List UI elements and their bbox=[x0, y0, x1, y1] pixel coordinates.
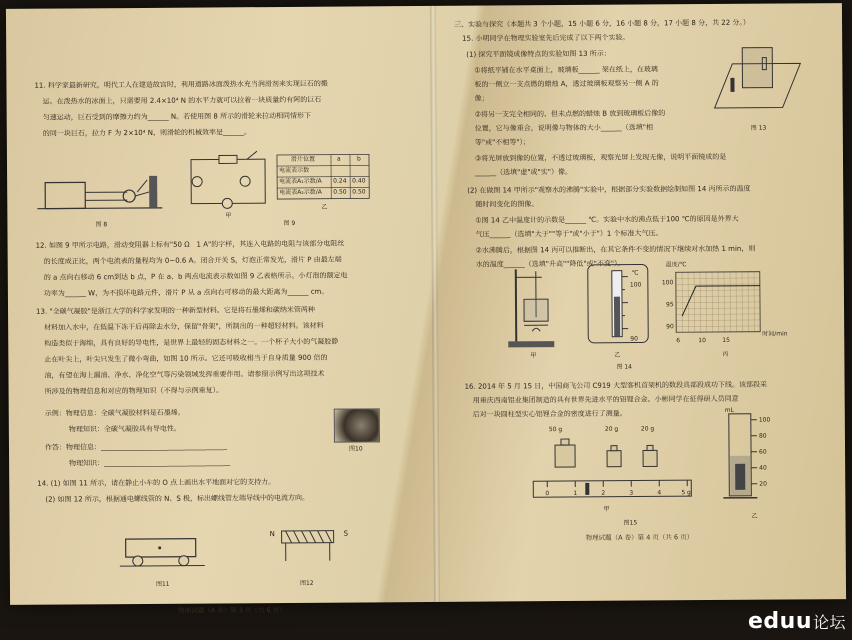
figure-13-mirror bbox=[712, 43, 802, 114]
fig9-sub-a: 甲 bbox=[225, 212, 232, 220]
figure-15a-weights bbox=[547, 434, 677, 475]
graph-ytick-2: 90 bbox=[666, 323, 674, 331]
figure-14a-apparatus bbox=[506, 265, 557, 349]
table9-row1-a: 0.24 bbox=[333, 177, 347, 185]
q15-p2-0: (2) 在做图 14 甲所示"观察水的沸腾"实验中，根据部分实验数据绘制如图 14 丙所示的温度 bbox=[467, 184, 751, 195]
table9-head-0: 滑片位置 bbox=[290, 155, 316, 163]
figure-15a-ruler bbox=[533, 480, 693, 499]
fig12-n-label: N bbox=[269, 530, 275, 539]
cyl-tick-0: 100 bbox=[758, 416, 771, 424]
q15-p1-5: 位置，它与像重合，说明像与物体的大小______（选填"相 bbox=[474, 123, 654, 133]
cyl-tick-3: 40 bbox=[759, 464, 767, 472]
q13-example2: 物理知识：全碳气凝胶具有导电性。 bbox=[68, 424, 181, 434]
table9-row1-label: 电流表A₁示数/A bbox=[279, 177, 322, 186]
table9-row2-b: 0.50 bbox=[352, 188, 366, 196]
q11-line3: 匀速运动，巨石受到的摩擦力约为______ N。若使用图 8 所示的滑轮来拉动相同情形下 bbox=[42, 111, 312, 122]
figure-14b-thermometer bbox=[586, 262, 651, 344]
fig14-sub-c: 丙 bbox=[722, 350, 729, 358]
fig15-sub-a: 甲 bbox=[603, 505, 610, 513]
q13-answer1: 作答：物理信息：____________________________________ bbox=[44, 442, 228, 452]
table9-row2-a: 0.50 bbox=[333, 188, 347, 196]
q13-example1: 示例：物理信息：全碳气凝胶材料是石墨烯。 bbox=[44, 408, 185, 418]
eduu-watermark bbox=[748, 609, 846, 634]
cyl-tick-2: 60 bbox=[759, 448, 767, 456]
left-page-footer: 物理试题（A 卷）第 3 页（共 6 页） bbox=[178, 605, 286, 615]
weight-20g-a: 20 g bbox=[604, 425, 619, 433]
q11-line2: 运。在泼热水的冰面上，只需要用 2.4×10⁴ N 的水平力就可以拉着一块质量约有阿的巨石 bbox=[42, 95, 322, 106]
thermo-bottom: 90 bbox=[630, 335, 638, 343]
fig14-sub-b: 乙 bbox=[614, 351, 621, 359]
graph-xtick-2: 15 bbox=[722, 336, 730, 344]
table9-head-2: b bbox=[356, 155, 361, 163]
q12-line3: 的 a 点向右移动 6 cm到达 b 点，P 在 a、b 两点电流表示数如图 9 乙表格所示。小灯泡的额定电 bbox=[43, 271, 348, 282]
q15-p1-8: ______（选填"虚"或"实"）像。 bbox=[475, 167, 573, 177]
q11-line4: 的同一块巨石，拉力 F 为 2×10⁴ N，则滑轮的机械效率是______。 bbox=[42, 128, 252, 138]
fig12-caption: 图12 bbox=[299, 579, 314, 587]
figure-12-solenoid bbox=[269, 527, 352, 568]
cyl-tick-1: 80 bbox=[758, 432, 767, 440]
q13-line1: 13. "全碳气凝胶"是浙江大学的科学家发明的一种新型材料。它是将石墨烯和碳纳米管两种 bbox=[36, 305, 315, 316]
table9-row0: 电流表示数 bbox=[279, 166, 310, 175]
fig8-caption: 图 8 bbox=[95, 221, 108, 229]
watermark-sub: 论坛 bbox=[812, 613, 846, 632]
q15-p2-5: 水的温度______（选填"升高""降低"或"不变"）。 bbox=[475, 259, 625, 269]
q15-p1-0: (1) 探究平面镜成像特点的实验如图 13 所示： bbox=[466, 49, 611, 59]
fig10-caption: 图10 bbox=[348, 445, 363, 453]
q13-line4: 止在叶尖上，叶尖只发生了微小弯曲，如图 10 所示。它还可吸收相当于自身质量 900 倍的 bbox=[44, 353, 328, 364]
thermo-unit: ℃ bbox=[631, 269, 639, 277]
q14-line1: 14. (1) 如图 11 所示，请在静止小车的 O 点上画出水平地面对它的支持力。 bbox=[37, 478, 276, 488]
figure-14c-graph bbox=[676, 272, 762, 337]
figure-11-cart bbox=[120, 533, 210, 574]
ruler-4: 4 bbox=[657, 489, 662, 497]
thermo-top: 100 bbox=[629, 281, 642, 289]
figure-8-diagram bbox=[37, 156, 167, 217]
q16-line1: 16. 2014 年 5 月 15 日，中国商飞公司 C919 大型客机首架机的数段具部段成功下线。该部段采 bbox=[464, 380, 767, 391]
q15-p2-2: ①图 14 乙中温度计的示数是______ ℃。实验中水的沸点低于100 ℃的原因是外界大 bbox=[475, 214, 739, 225]
right-page-footer: 物理试题（A 卷）第 4 页（共 6 页） bbox=[585, 533, 694, 542]
cylinder-unit: mL bbox=[724, 406, 734, 414]
table9-row2-label: 电流表A₂示数/A bbox=[279, 188, 322, 197]
graph-xtick-1: 10 bbox=[698, 337, 706, 345]
q15-p2-3: 气压______（选填"大于""等于"或"小于"）1 个标准大气压。 bbox=[475, 229, 663, 239]
q13-line3: 构造类似于海绵，具有良好的导电性，是世界上最轻的固态材料之一。一个杯子大小的气凝胶静 bbox=[44, 337, 339, 348]
q15-intro: 15. 小明同学在物理实验室先后完成了以下两个实验。 bbox=[462, 33, 630, 43]
ruler-2: 2 bbox=[601, 489, 606, 497]
graph-ytick-0: 100 bbox=[661, 279, 674, 287]
fig13-caption: 图 13 bbox=[750, 124, 767, 132]
graph-ytick-1: 95 bbox=[665, 301, 674, 309]
cyl-tick-4: 20 bbox=[759, 480, 767, 488]
q12-line4: 功率为______ W，为不损坏电路元件，滑片 P 从 a 点向右可移动的最大距离为______ cm。 bbox=[43, 287, 329, 298]
watermark-text: eduu bbox=[747, 609, 812, 634]
q14-line2: (2) 如图 12 所示，根据通电螺线管的 N、S 极，标出螺线管左端导线中的电流方向。 bbox=[45, 493, 310, 504]
fig12-s-label: S bbox=[343, 529, 349, 538]
ruler-3: 3 bbox=[629, 489, 634, 497]
q12-line2: 的长度成正比，两个电流表的量程均为 0~0.6 A。闭合开关 S，灯泡正常发光，滑片 P 由最左端 bbox=[43, 255, 342, 266]
graph-xtick-0: 6 bbox=[676, 337, 681, 345]
weight-50g: 50 g bbox=[548, 426, 563, 434]
q15-p1-2: 板的一侧立一支点燃的蜡烛 A，透过玻璃板观察另一侧 A 的 bbox=[474, 79, 659, 89]
table9-head-1: a bbox=[336, 155, 341, 163]
q15-p1-3: 像； bbox=[474, 94, 489, 103]
left-page bbox=[6, 6, 435, 615]
q15-p1-1: ①将纸平铺在水平桌面上，玻璃板______ 架在纸上，在玻璃 bbox=[474, 65, 658, 75]
q13-answer2: 物理知识：____________________________________ bbox=[69, 458, 231, 468]
q13-line6: 所涉及的物理信息和对应的物理知识（不得与示例重复）。 bbox=[44, 386, 224, 396]
q15-p2-4: ②水沸腾后，根据图 14 丙可以推断出，在其它条件不变的情况下继续对水加热 1 min，则 bbox=[475, 244, 756, 255]
fig9-caption: 图 9 bbox=[283, 219, 296, 227]
figure-10-photo bbox=[334, 408, 380, 442]
right-page bbox=[434, 3, 846, 602]
fig14-caption: 图 14 bbox=[616, 363, 633, 371]
q11-line1: 11. 科学家最新研究，明代工人在建造故宫时，利用道路冰面泼热水充当润滑剂来实现巨石的搬 bbox=[34, 79, 328, 90]
q15-p1-6: 等"或"不相等"）； bbox=[474, 138, 531, 147]
ruler-1: 1 bbox=[573, 489, 578, 497]
graph-xlabel: 时间/min bbox=[762, 330, 788, 338]
q16-line2: 用重庆西南铝业集团制造的具有世界先进水平的铝锂合金。小彬同学在征得研人员同意 bbox=[472, 394, 739, 405]
figure-9-circuit bbox=[183, 147, 273, 218]
exam-sheet bbox=[6, 3, 846, 615]
q15-p1-4: ②将另一支完全相同的、但未点燃的蜡烛 B 放到玻璃板后像的 bbox=[474, 109, 666, 119]
q13-line5: 油，有望在海上漏油、净水、净化空气等污染领域发挥重要作用。请参照示例写出这项技术 bbox=[44, 369, 325, 380]
fig9-sub-b: 乙 bbox=[321, 203, 328, 211]
fig14-sub-a: 甲 bbox=[530, 352, 537, 360]
ruler-0: 0 bbox=[545, 490, 550, 498]
q15-p2-1: 随时间变化的图像。 bbox=[475, 200, 539, 209]
table-9 bbox=[277, 154, 369, 197]
q13-line2: 材料加入水中，在低温下冻干后再除去水分，保留"骨架"，所制出的一种超轻材料。该材料 bbox=[44, 321, 324, 332]
fig15-caption: 图15 bbox=[623, 519, 638, 527]
fig11-caption: 图11 bbox=[155, 580, 170, 588]
q12-line1: 12. 如图 9 甲所示电路，滑动变阻器上标有"50 Ω 1 A"的字样，其连入电路的电阻与该部分电阻丝 bbox=[35, 239, 345, 250]
fig15-sub-b: 乙 bbox=[751, 512, 758, 520]
graph-ylabel: 温度/℃ bbox=[665, 261, 687, 269]
section-title: 三、实验与探究（本题共 3 个小题，15 小题 6 分，16 小题 8 分，17 小题 8 分，共 22 分。） bbox=[454, 18, 750, 29]
q15-p1-7: ③将光屏放到像的位置，不透过玻璃板，观察光屏上发现无像，说明平面镜成的是 bbox=[474, 152, 727, 163]
ruler-5: 5 g bbox=[681, 489, 691, 497]
weight-20g-b: 20 g bbox=[640, 425, 655, 433]
table9-row1-b: 0.40 bbox=[352, 177, 366, 185]
q16-line3: 后对一块圆柱型实心铝锂合金的密度进行了测量。 bbox=[472, 409, 627, 419]
